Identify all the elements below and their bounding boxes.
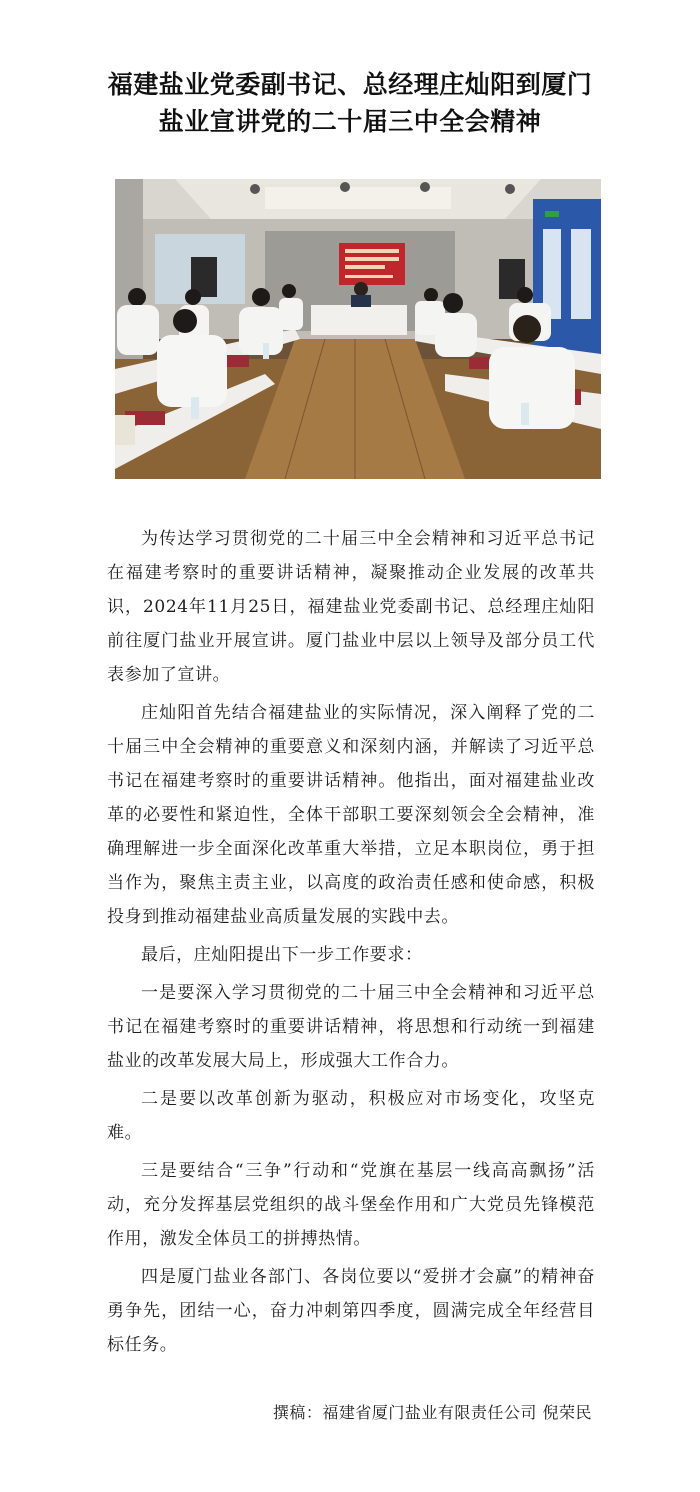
meeting-room-illustration [115, 179, 601, 479]
meeting-photo [115, 179, 601, 479]
paragraph: 三是要结合“三争”行动和“党旗在基层一线高高飘扬”活动，充分发挥基层党组织的战斗堡垒作用和广大党员先锋模范作用，激发全体员工的拼搏热情。 [107, 1161, 595, 1249]
paragraph: 为传达学习贯彻党的二十届三中全会精神和习近平总书记在福建考察时的重要讲话精神，凝聚推动企业发展的改革共识，2024年11月25日，福建盐业党委副书记、总经理庄灿阳前往厦门盐业开展宣讲。厦门盐业中层以上领导及部分员工代表参加了宣讲。 [107, 529, 595, 685]
author-byline: 撰稿：福建省厦门盐业有限责任公司 倪荣民 [272, 1403, 592, 1422]
paragraph: 四是厦门盐业各部门、各岗位要以“爱拼才会赢”的精神奋勇争先，团结一心，奋力冲刺第四季度，圆满完成全年经营目标任务。 [107, 1267, 595, 1355]
paragraph: 二是要以改革创新为驱动，积极应对市场变化，攻坚克难。 [107, 1089, 595, 1143]
paragraph: 一是要深入学习贯彻党的二十届三中全会精神和习近平总书记在福建考察时的重要讲话精神，将思想和行动统一到福建盐业的改革发展大局上，形成强大工作合力。 [107, 983, 595, 1071]
title-line-2: 盐业宣讲党的二十届三中全会精神 [158, 107, 542, 136]
paragraph: 最后，庄灿阳提出下一步工作要求： [141, 945, 423, 965]
paragraph: 庄灿阳首先结合福建盐业的实际情况，深入阐释了党的二十届三中全会精神的重要意义和深刻内涵，并解读了习近平总书记在福建考察时的重要讲话精神。他指出，面对福建盐业改革的必要性和紧迫性，全体干部职工要深刻领会全会精神，准确理解进一步全面深化改革重大举措，立足本职岗位，勇于担当作为，聚焦主责主业，以高度的政治责任感和使命感，积极投身到推动福建盐业高质量发展的实践中去。 [107, 703, 595, 927]
article-body [107, 522, 595, 1366]
title-line-1: 福建盐业党委副书记、总经理庄灿阳到厦门 [107, 70, 593, 99]
article-title [60, 66, 640, 140]
